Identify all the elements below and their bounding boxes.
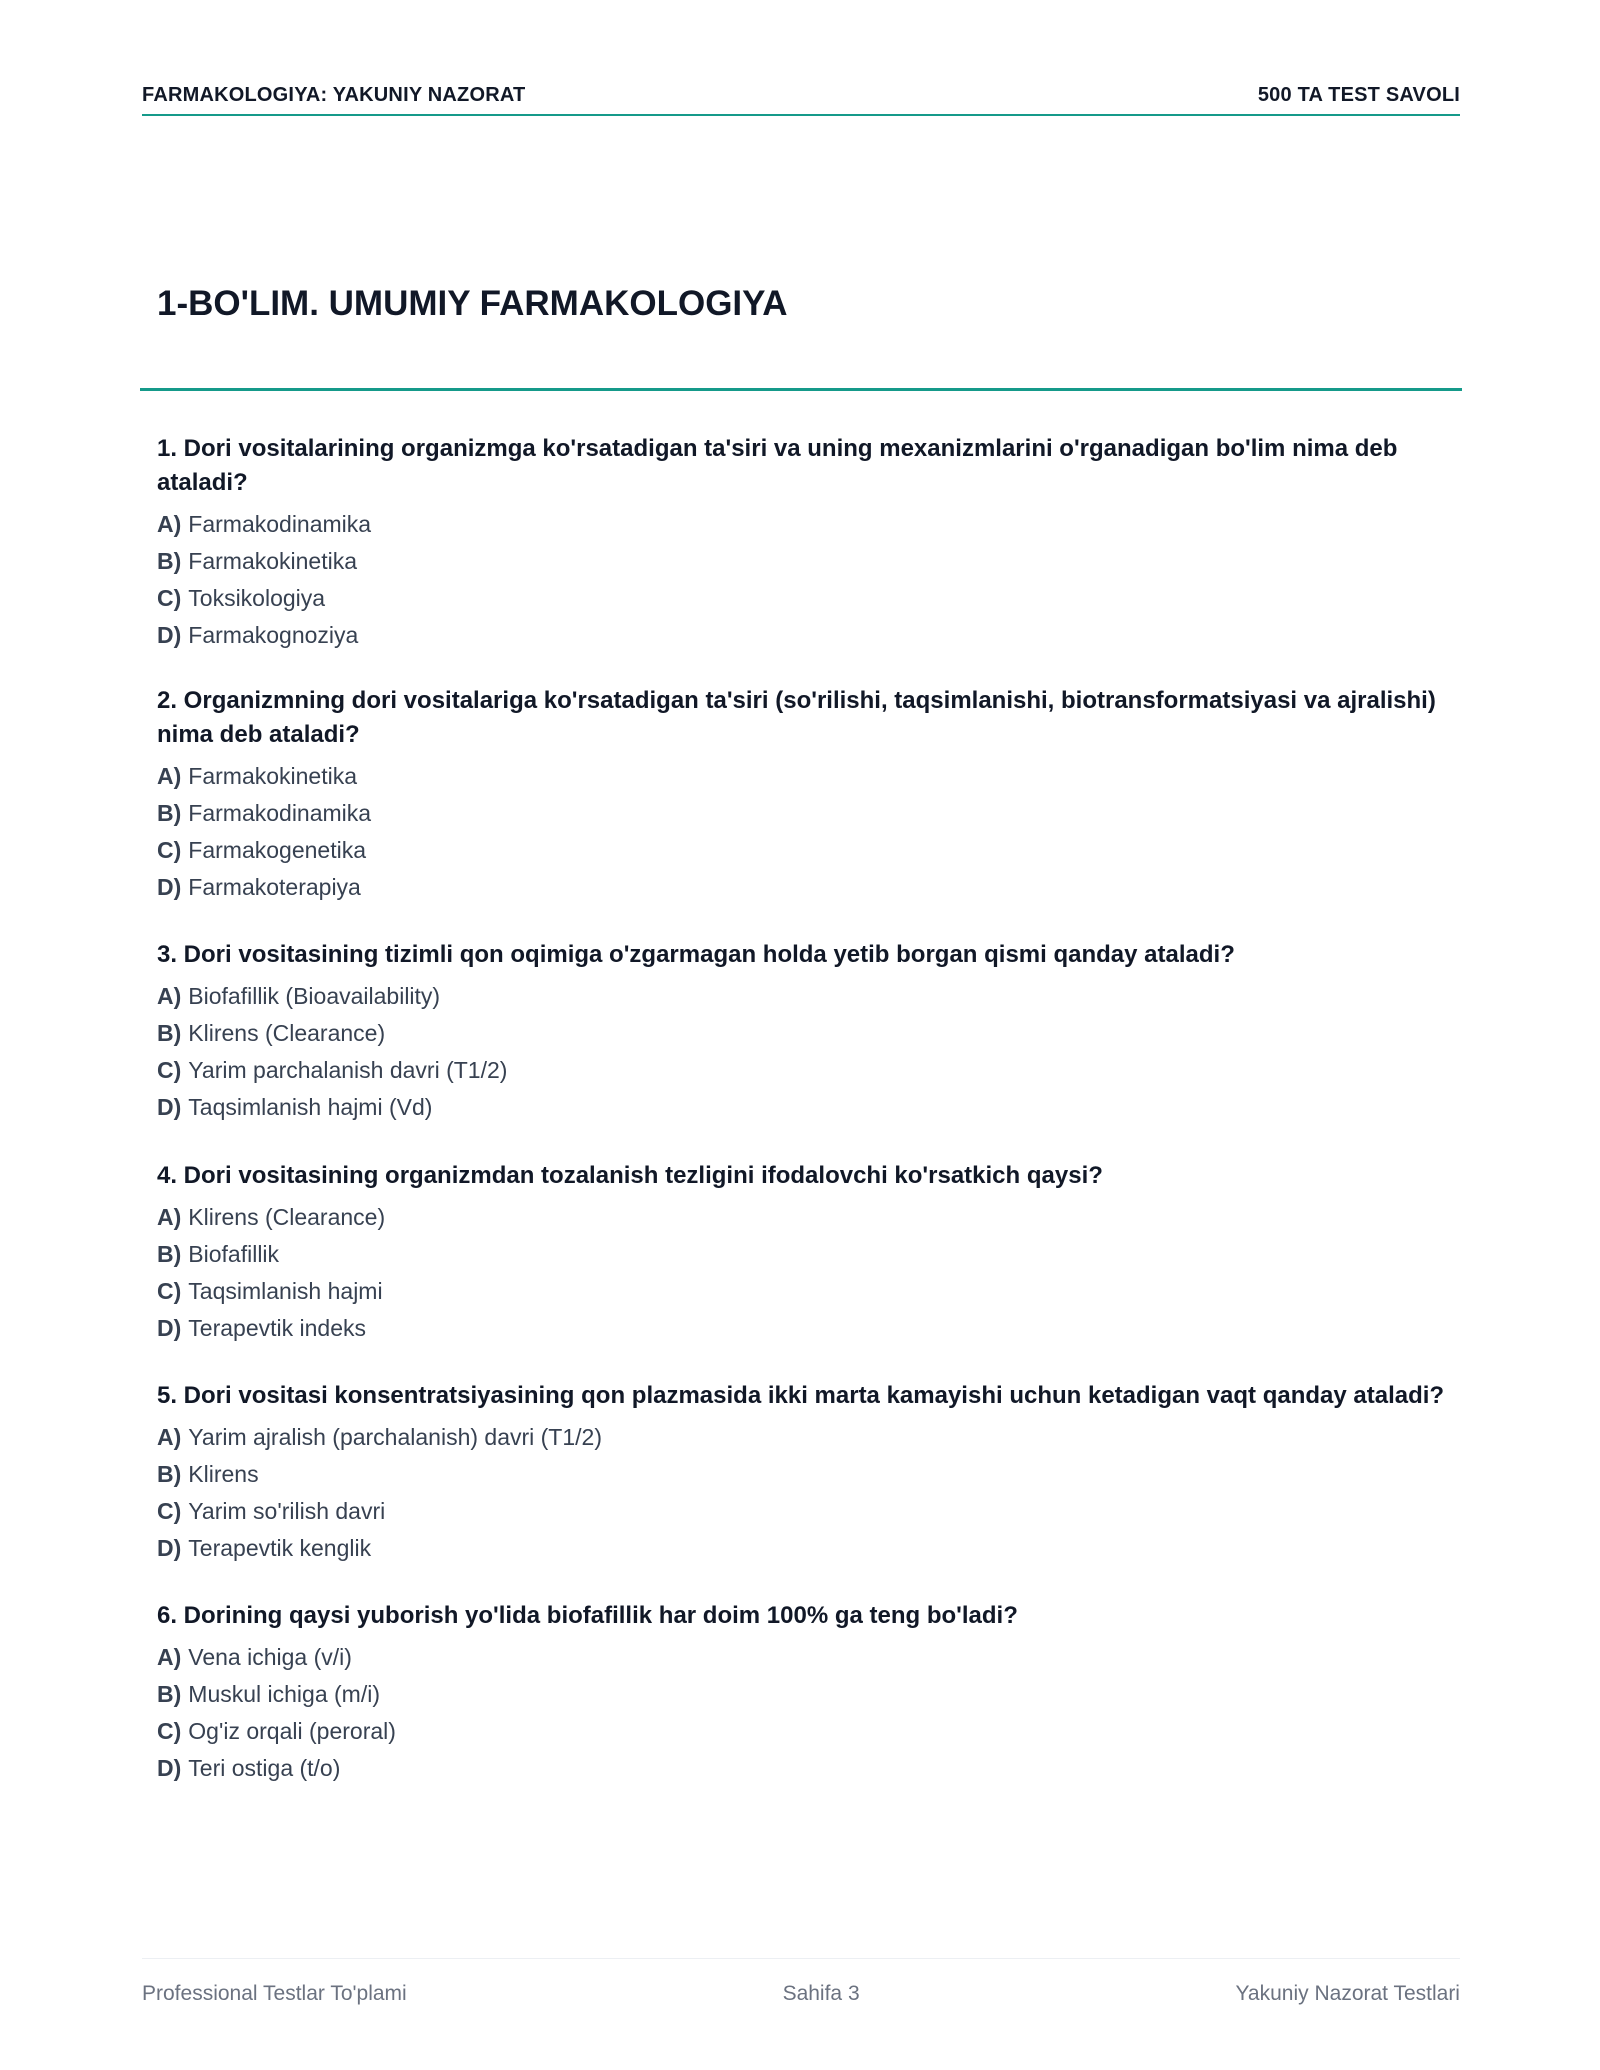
option-letter: D) xyxy=(157,874,182,900)
option-text: Farmakognoziya xyxy=(188,622,359,648)
option-letter: C) xyxy=(157,1498,182,1524)
question-6 xyxy=(157,1599,1457,1787)
option-letter: C) xyxy=(157,1057,182,1083)
option-text: Yarim ajralish (parchalanish) davri (T1/2) xyxy=(188,1424,602,1450)
option-b xyxy=(157,795,1457,832)
question-2 xyxy=(157,684,1457,906)
option-text: Muskul ichiga (m/i) xyxy=(188,1681,380,1707)
question-text: 4. Dori vositasining organizmdan tozalanish tezligini ifodalovchi ko'rsatkich qaysi? xyxy=(157,1162,1103,1189)
question-text: 5. Dori vositasi konsentratsiyasining qon plazmasida ikki marta kamayishi uchun ketadigan vaqt qanday ataladi? xyxy=(157,1382,1445,1409)
option-b xyxy=(157,1015,1457,1052)
option-d xyxy=(157,1750,1457,1787)
option-text: Biofafillik xyxy=(188,1241,280,1267)
page-number: Sahifa 3 xyxy=(782,1982,860,2005)
option-a xyxy=(157,978,1457,1015)
option-text: Biofafillik (Bioavailability) xyxy=(188,983,441,1009)
option-text: Terapevtik indeks xyxy=(188,1315,366,1341)
option-c xyxy=(157,1273,1457,1310)
option-text: Og'iz orqali (peroral) xyxy=(188,1718,396,1744)
question-text: 2. Organizmning dori vositalariga ko'rsatadigan ta'siri (so'rilishi, taqsimlanishi, biotransformatsiyasi va ajralishi) nima deb ataladi? xyxy=(157,687,1436,748)
option-text: Teri ostiga (t/o) xyxy=(188,1755,341,1781)
option-d xyxy=(157,1310,1457,1347)
option-letter: C) xyxy=(157,1278,182,1304)
option-text: Farmakokinetika xyxy=(188,763,358,789)
option-letter: B) xyxy=(157,1461,182,1487)
option-text: Yarim so'rilish davri xyxy=(188,1498,386,1524)
option-d xyxy=(157,1089,1457,1126)
option-letter: D) xyxy=(157,1094,182,1120)
question-4 xyxy=(157,1159,1457,1347)
option-letter: B) xyxy=(157,800,182,826)
option-letter: D) xyxy=(157,622,182,648)
question-list xyxy=(157,432,1457,1817)
option-letter: C) xyxy=(157,837,182,863)
option-b xyxy=(157,543,1457,580)
option-letter: A) xyxy=(157,983,182,1009)
option-letter: B) xyxy=(157,1681,182,1707)
option-c xyxy=(157,1713,1457,1750)
option-letter: A) xyxy=(157,511,182,537)
option-text: Farmakodinamika xyxy=(188,800,372,826)
section-title: 1-BO'LIM. UMUMIY FARMAKOLOGIYA xyxy=(157,284,788,323)
option-d xyxy=(157,1530,1457,1567)
option-text: Terapevtik kenglik xyxy=(188,1535,372,1561)
question-text: 1. Dori vositalarining organizmga ko'rsatadigan ta'siri va uning mexanizmlarini o'rganadigan bo'lim nima deb ataladi? xyxy=(157,435,1398,496)
option-b xyxy=(157,1236,1457,1273)
section-divider xyxy=(140,388,1462,391)
option-text: Farmakokinetika xyxy=(188,548,358,574)
option-text: Yarim parchalanish davri (T1/2) xyxy=(188,1057,508,1083)
question-text: 6. Dorining qaysi yuborish yo'lida biofafillik har doim 100% ga teng bo'ladi? xyxy=(157,1602,1018,1629)
option-letter: D) xyxy=(157,1315,182,1341)
option-b xyxy=(157,1456,1457,1493)
option-d xyxy=(157,869,1457,906)
question-3 xyxy=(157,938,1457,1126)
option-text: Farmakoterapiya xyxy=(188,874,361,900)
option-text: Vena ichiga (v/i) xyxy=(188,1644,352,1670)
option-text: Taqsimlanish hajmi xyxy=(188,1278,383,1304)
option-letter: B) xyxy=(157,548,182,574)
option-letter: D) xyxy=(157,1755,182,1781)
option-letter: B) xyxy=(157,1241,182,1267)
option-letter: C) xyxy=(157,585,182,611)
footer-collection-title: Professional Testlar To'plami xyxy=(142,1982,407,2005)
page-header xyxy=(142,84,1460,116)
option-text: Klirens (Clearance) xyxy=(188,1204,386,1230)
header-title: FARMAKOLOGIYA: YAKUNIY NAZORAT xyxy=(142,84,526,106)
option-letter: A) xyxy=(157,1424,182,1450)
option-a xyxy=(157,1199,1457,1236)
footer-test-title: Yakuniy Nazorat Testlari xyxy=(1235,1982,1460,2005)
option-d xyxy=(157,617,1457,654)
option-a xyxy=(157,758,1457,795)
option-letter: A) xyxy=(157,763,182,789)
option-letter: B) xyxy=(157,1020,182,1046)
option-a xyxy=(157,1639,1457,1676)
option-letter: C) xyxy=(157,1718,182,1744)
question-5 xyxy=(157,1379,1457,1567)
option-b xyxy=(157,1676,1457,1713)
question-text: 3. Dori vositasining tizimli qon oqimiga o'zgarmagan holda yetib borgan qismi qanday ataladi? xyxy=(157,941,1235,968)
option-text: Klirens xyxy=(188,1461,259,1487)
option-c xyxy=(157,580,1457,617)
option-a xyxy=(157,1419,1457,1456)
option-text: Taqsimlanish hajmi (Vd) xyxy=(188,1094,433,1120)
footer-divider xyxy=(142,1958,1460,1959)
option-c xyxy=(157,1052,1457,1089)
option-a xyxy=(157,506,1457,543)
option-text: Farmakogenetika xyxy=(188,837,366,863)
option-c xyxy=(157,832,1457,869)
option-text: Toksikologiya xyxy=(188,585,326,611)
page-footer xyxy=(142,1982,1460,2006)
option-letter: D) xyxy=(157,1535,182,1561)
header-subtitle: 500 TA TEST SAVOLI xyxy=(1257,84,1460,106)
option-letter: A) xyxy=(157,1204,182,1230)
option-c xyxy=(157,1493,1457,1530)
option-text: Farmakodinamika xyxy=(188,511,372,537)
option-letter: A) xyxy=(157,1644,182,1670)
option-text: Klirens (Clearance) xyxy=(188,1020,386,1046)
question-1 xyxy=(157,432,1457,654)
